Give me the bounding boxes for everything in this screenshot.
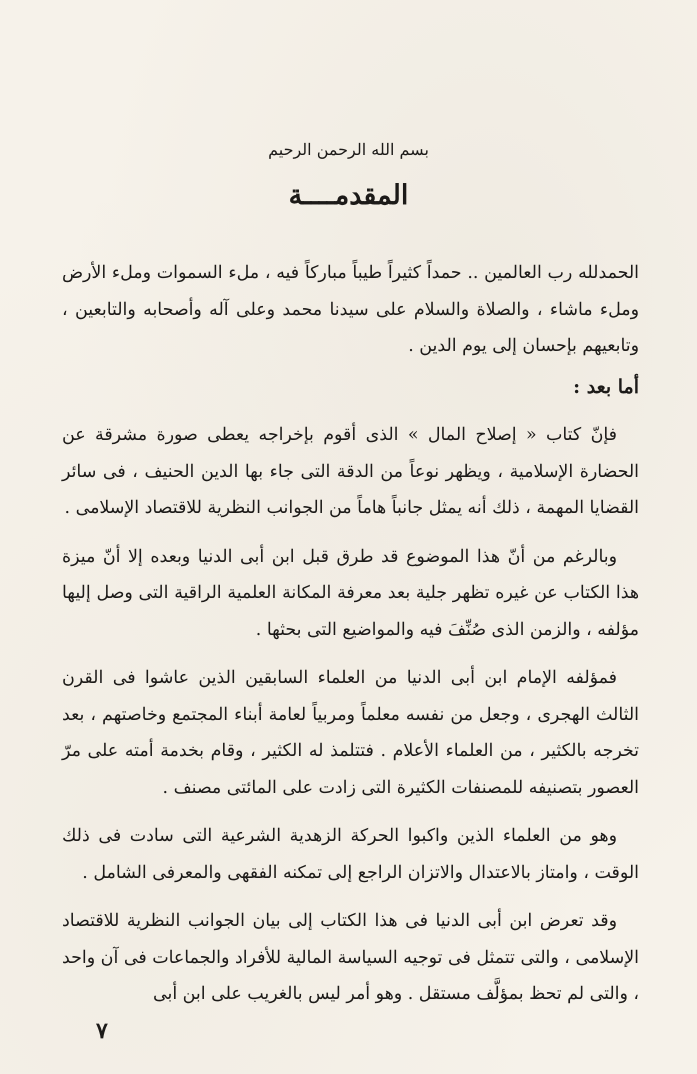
body-text [62, 255, 639, 1013]
page-number: ٧ [96, 1018, 108, 1044]
paragraph: وبالرغم من أنّ هذا الموضوع قد طرق قبل ابن أبى الدنيا وبعده إلا أنّ ميزة هذا الكتاب عن غيره تظهر جلية بعد معرفة المكانة العلمية الراقية التى وصل إليها مؤلفه ، والزمن الذى صُنِّفَ فيه والمواضيع التى بحثها . [62, 546, 639, 640]
paragraph: وقد تعرض ابن أبى الدنيا فى هذا الكتاب إلى بيان الجوانب النظرية للاقتصاد الإسلامى ، والتى تتمثل فى توجيه السياسة المالية للأفراد والجماعات فى آن واحد ، والتى لم تحظ بمؤلَّف مستقل . وهو أمر ليس بالغريب على ابن أبى [62, 911, 639, 1004]
subheading-amma-bad: أما بعد : [573, 375, 639, 398]
paragraph: فإنّ كتاب « إصلاح المال » الذى أقوم بإخراجه يعطى صورة مشرقة عن الحضارة الإسلامية ، ويظهر نوعاً من الدقة التى جاء بها الدين الحنيف ، فى سائر القضايا المهمة ، ذلك أنه يمثل جانباً هاماً من الجوانب النظرية للاقتصاد الإسلامى . [62, 425, 639, 518]
paragraph-opening: الحمدلله رب العالمين .. حمداً كثيراً طيباً مباركاً فيه ، ملء السموات وملء الأرض وملء ماشاء ، والصلاة والسلام على سيدنا محمد وعلى آله وأصحابه والتابعين ، وتابعيهم بإحسان إلى يوم الدين . [62, 263, 639, 356]
basmala: بسم الله الرحمن الرحيم [268, 140, 429, 159]
paragraph: فمؤلفه الإمام ابن أبى الدنيا من العلماء السابقين الذين عاشوا فى القرن الثالث الهجرى ، وجعل من نفسه معلماً ومربياً لعامة أبناء المجتمع وخاصتهم ، بعد تخرجه بالكثير ، من العلماء الأعلام . فتتلمذ له الكثير ، وقام بخدمة أمته على مرّ العصور بتصنيفه للمصنفات الكثيرة التى زادت على المائتى مصنف . [62, 668, 639, 798]
paragraph: وهو من العلماء الذين واكبوا الحركة الزهدية الشرعية التى سادت فى ذلك الوقت ، وامتاز بالاعتدال والاتزان الراجع إلى تمكنه الفقهى والمعرفى الشامل . [62, 826, 639, 883]
chapter-heading: المقدمــــة [288, 180, 409, 211]
